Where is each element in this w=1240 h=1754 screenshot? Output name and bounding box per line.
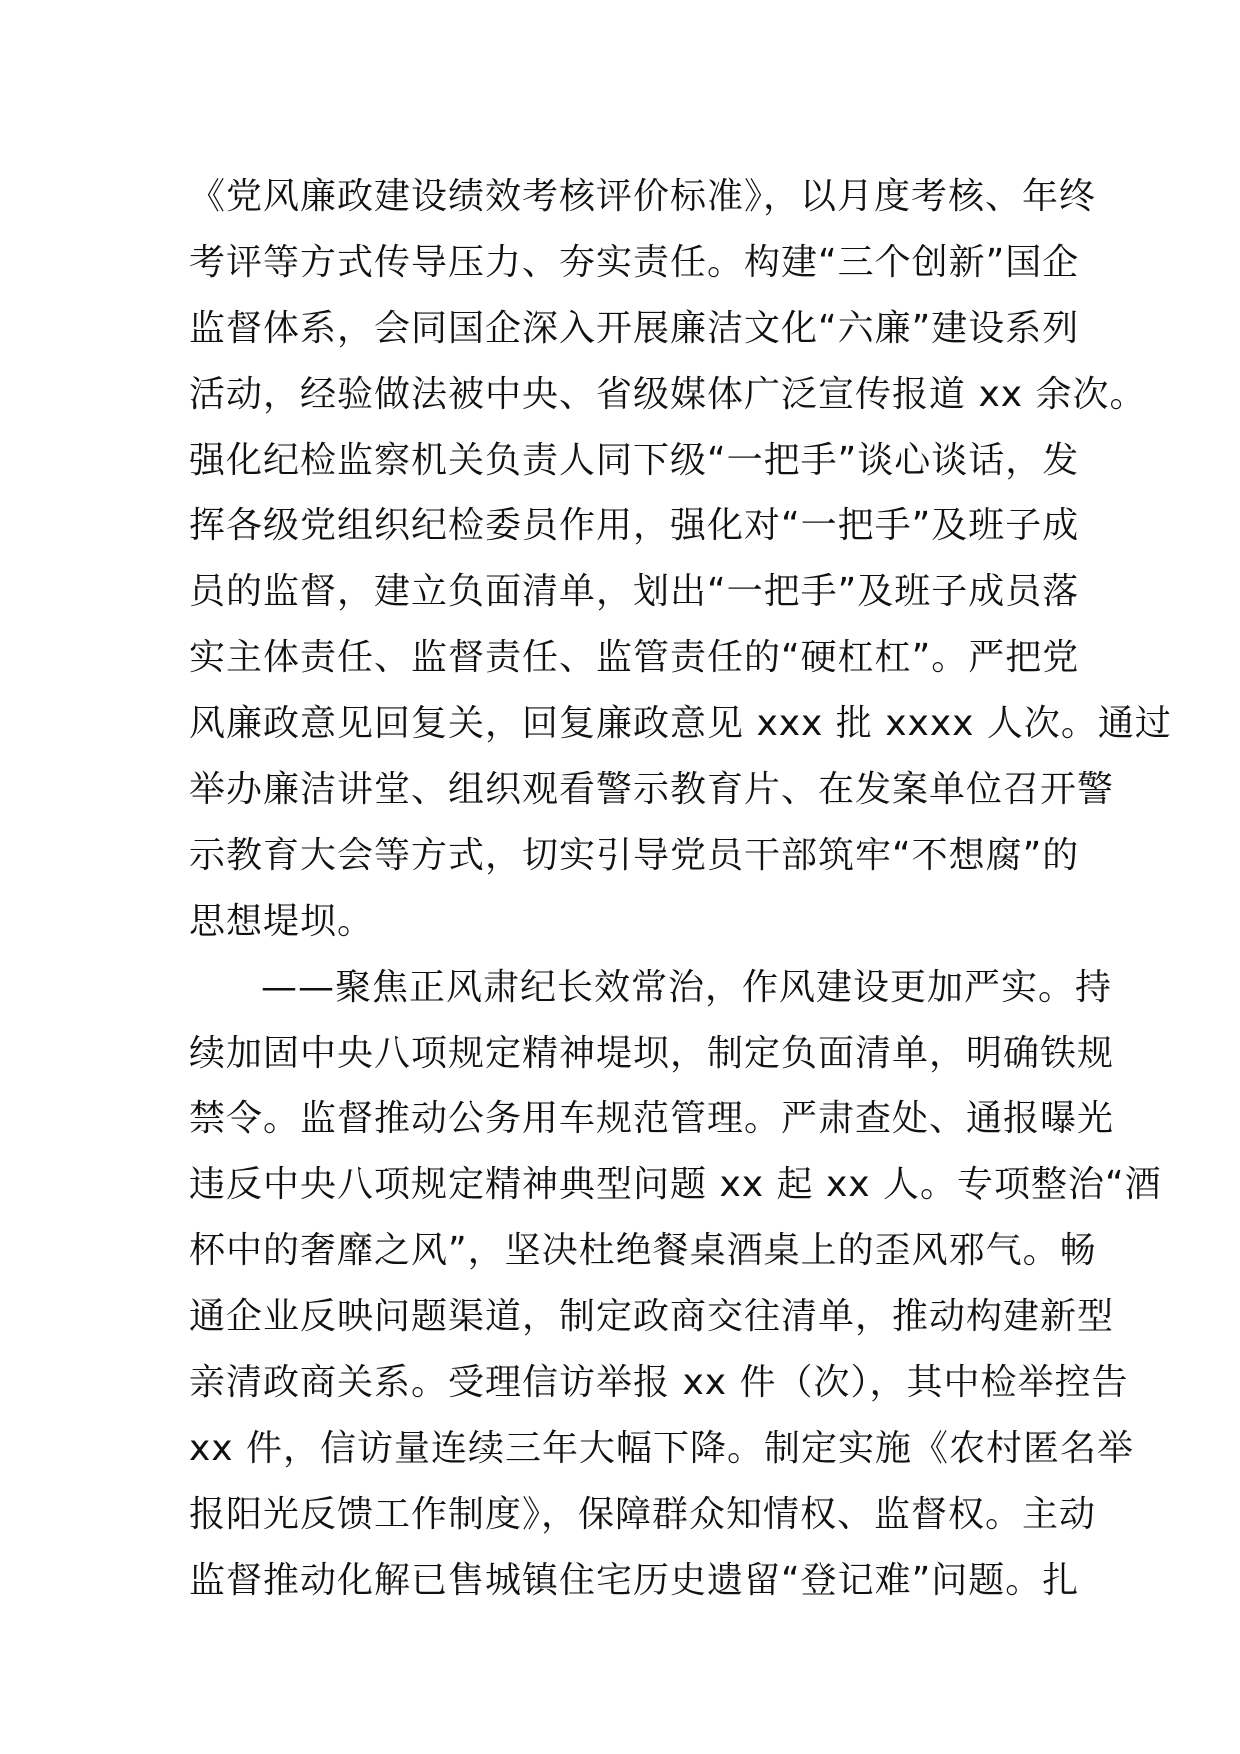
text-line: 考评等方式传导压力、夯实责任。构建“三个创新”国企 xyxy=(189,241,1080,283)
text-line: 举办廉洁讲堂、组织观看警示教育片、在发案单位召开警 xyxy=(189,769,1115,811)
text-line: 续加固中央八项规定精神堤坝，制定负面清单，明确铁规 xyxy=(189,1032,1115,1074)
text-line: 通企业反映问题渠道，制定政商交往清单，推动构建新型 xyxy=(189,1296,1115,1338)
paragraph-first-line: ——聚焦正风肃纪长效常治，作风建设更加严实。持 xyxy=(261,966,1113,1008)
text-line: 《党风廉政建设绩效考核评价标准》，以月度考核、年终 xyxy=(189,176,1097,217)
text-line: 示教育大会等方式，切实引导党员干部筑牢“不想腐”的 xyxy=(189,834,1080,876)
text-line: 员的监督，建立负面清单，划出“一把手”及班子成员落 xyxy=(189,571,1080,613)
body-text xyxy=(189,164,1172,1614)
text-line: 实主体责任、监督责任、监管责任的“硬杠杠”。严把党 xyxy=(189,637,1080,679)
text-line: 报阳光反馈工作制度》，保障群众知情权、监督权。主动 xyxy=(189,1493,1097,1535)
paragraph-end-line: 思想堤坝。 xyxy=(189,900,375,942)
text-line: 风廉政意见回复关，回复廉政意见 xxx 批 xxxx 人次。通过 xyxy=(189,703,1172,745)
text-line: 活动，经验做法被中央、省级媒体广泛宣传报道 xx 余次。 xyxy=(189,373,1147,415)
text-line: 违反中央八项规定精神典型问题 xx 起 xx 人。专项整治“酒 xyxy=(189,1164,1162,1206)
text-line: xx 件，信访量连续三年大幅下降。制定实施《农村匿名举 xyxy=(189,1427,1135,1469)
text-line: 亲清政商关系。受理信访举报 xx 件（次），其中检举控告 xyxy=(189,1362,1129,1404)
text-line: 强化纪检监察机关负责人同下级“一把手”谈心谈话，发 xyxy=(189,439,1080,481)
text-line: 监督推动化解已售城镇住宅历史遗留“登记难”问题。扎 xyxy=(189,1559,1080,1601)
text-line: 监督体系，会同国企深入开展廉洁文化“六廉”建设系列 xyxy=(189,307,1080,349)
text-line: 杯中的奢靡之风”，坚决杜绝餐桌酒桌上的歪风邪气。畅 xyxy=(189,1230,1097,1272)
text-line: 挥各级党组织纪检委员作用，强化对“一把手”及班子成 xyxy=(189,505,1080,547)
text-line: 禁令。监督推动公务用车规范管理。严肃查处、通报曝光 xyxy=(189,1098,1115,1140)
